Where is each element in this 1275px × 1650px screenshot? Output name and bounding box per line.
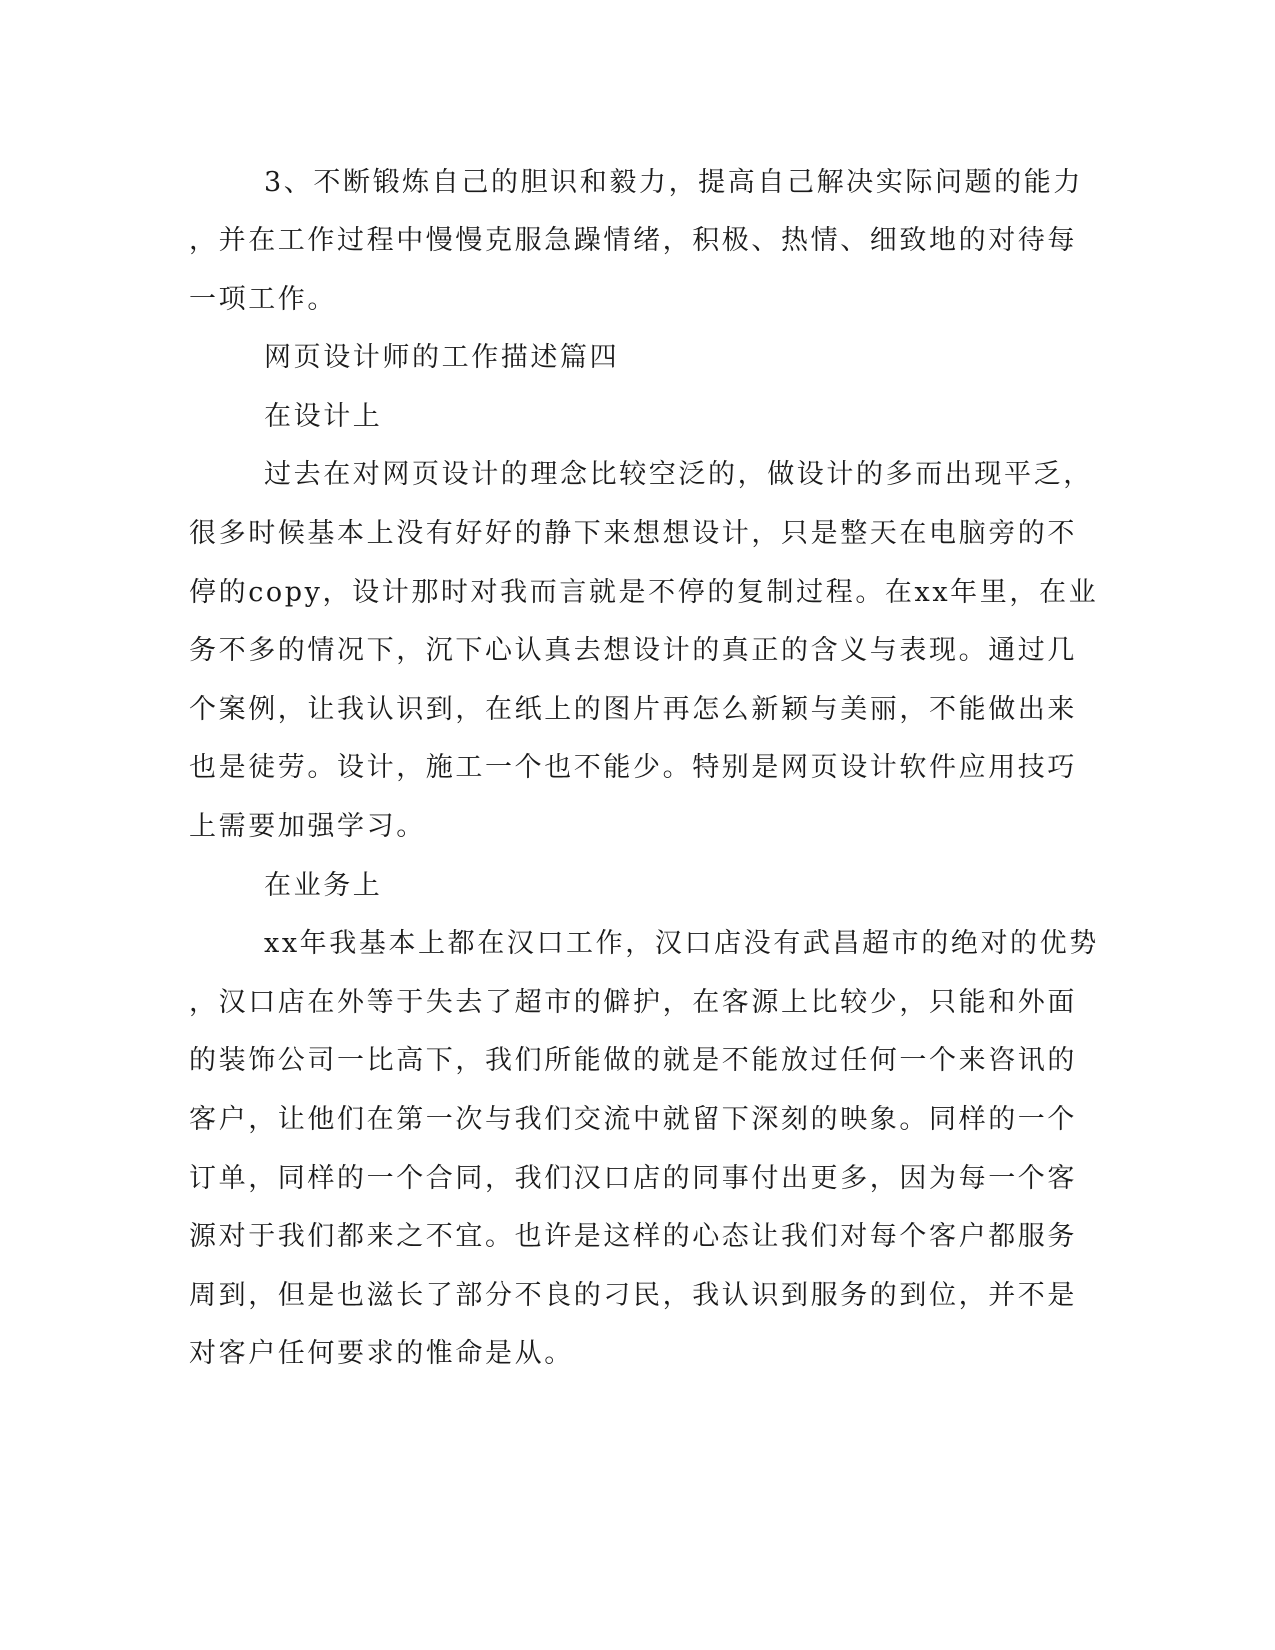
text-line: ，汉口店在外等于失去了超市的僻护，在客源上比较少，只能和外面 xyxy=(189,987,1077,1018)
text-line: 对客户任何要求的惟命是从。 xyxy=(189,1338,574,1369)
text-line: 很多时候基本上没有好好的静下来想想设计，只是整天在电脑旁的不 xyxy=(189,518,1077,549)
text-line: 上需要加强学习。 xyxy=(189,811,426,842)
text-line: 3、不断锻炼自己的胆识和毅力，提高自己解决实际问题的能力 xyxy=(264,167,1083,198)
text-line: 源对于我们都来之不宜。也许是这样的心态让我们对每个客户都服务 xyxy=(189,1221,1077,1252)
text-line: 一项工作。 xyxy=(189,284,337,315)
subheading: 在设计上 xyxy=(264,401,383,432)
section-heading: 网页设计师的工作描述篇四 xyxy=(264,342,620,373)
text-line: 的装饰公司一比高下，我们所能做的就是不能放过任何一个来咨讯的 xyxy=(189,1045,1077,1076)
text-line: 停的copy，设计那时对我而言就是不停的复制过程。在xx年里，在业 xyxy=(189,577,1099,608)
text-line: ，并在工作过程中慢慢克服急躁情绪，积极、热情、细致地的对待每 xyxy=(189,225,1077,256)
subheading: 在业务上 xyxy=(264,870,383,901)
text-line: 务不多的情况下，沉下心认真去想设计的真正的含义与表现。通过几 xyxy=(189,635,1077,666)
text-line: 过去在对网页设计的理念比较空泛的，做设计的多而出现平乏， xyxy=(264,459,1093,490)
text-line: 周到，但是也滋长了部分不良的刁民，我认识到服务的到位，并不是 xyxy=(189,1280,1077,1311)
text-line: 个案例，让我认识到，在纸上的图片再怎么新颖与美丽，不能做出来 xyxy=(189,694,1077,725)
text-line: 客户，让他们在第一次与我们交流中就留下深刻的映象。同样的一个 xyxy=(189,1104,1077,1135)
text-line: 订单，同样的一个合同，我们汉口店的同事付出更多，因为每一个客 xyxy=(189,1163,1077,1194)
text-line: xx年我基本上都在汉口工作，汉口店没有武昌超市的绝对的优势 xyxy=(264,928,1099,959)
text-line: 也是徒劳。设计，施工一个也不能少。特别是网页设计软件应用技巧 xyxy=(189,752,1077,783)
